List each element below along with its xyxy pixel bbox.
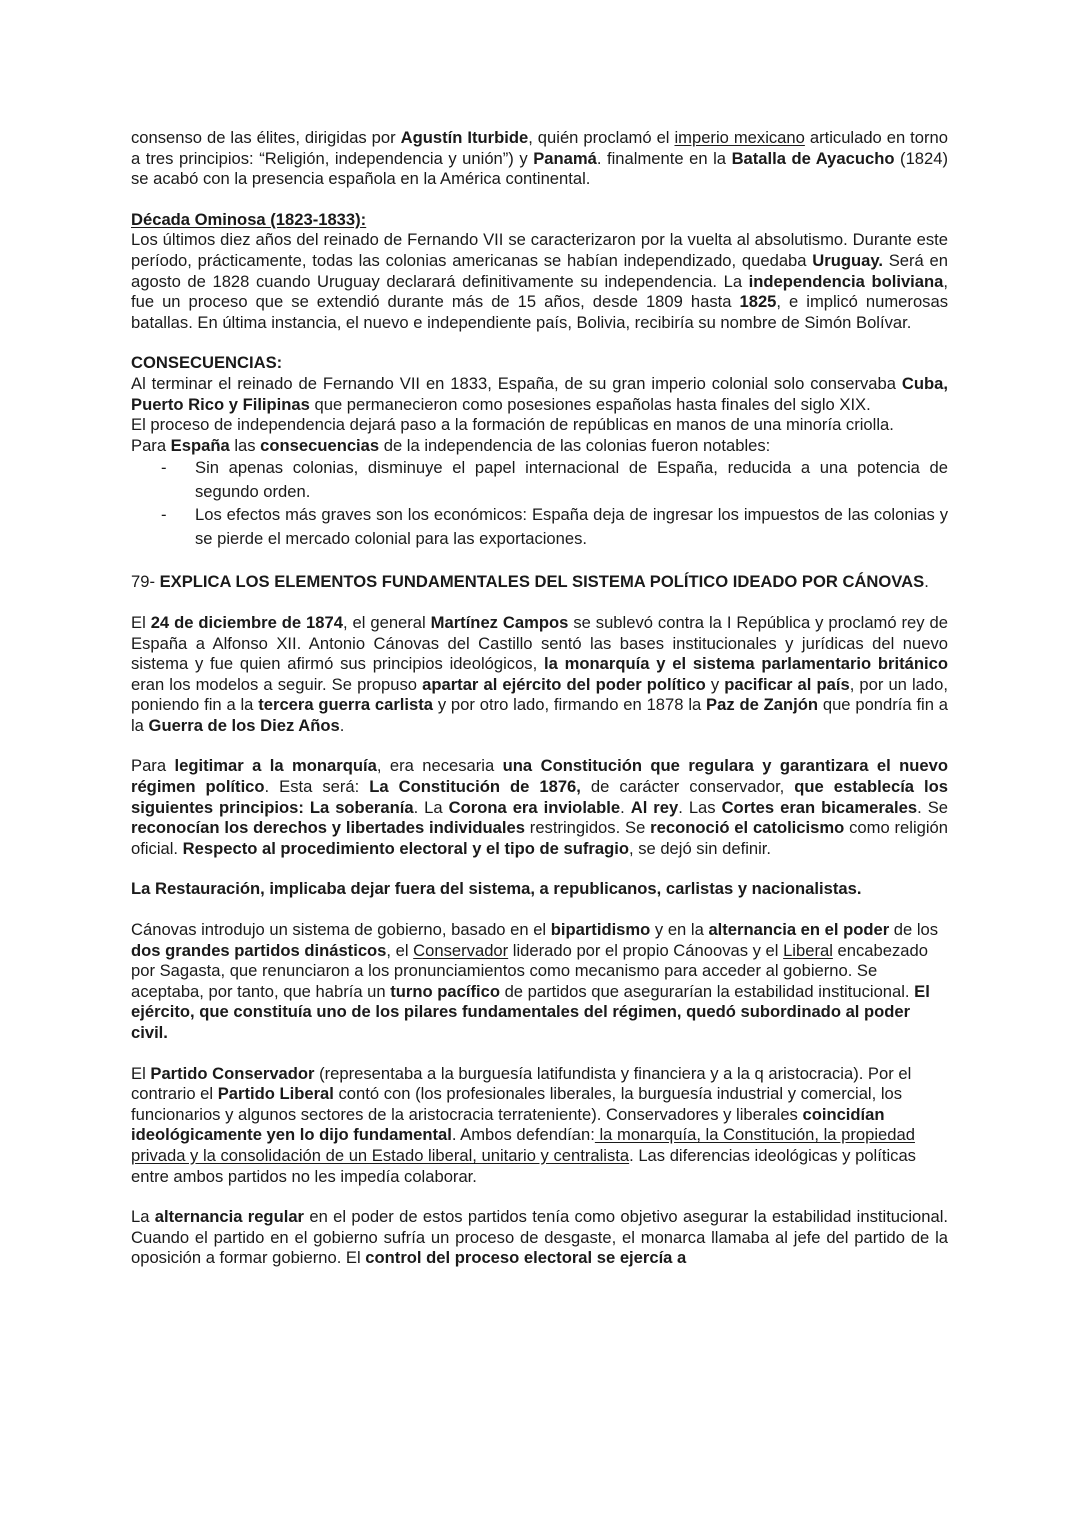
bold-text: alternancia regular <box>154 1207 305 1227</box>
underlined-text: Conservador <box>413 940 509 960</box>
paragraph-independence-end <box>131 128 948 190</box>
bold-text: Respecto al procedimiento electoral y el tipo de sufragio <box>182 838 629 858</box>
text-run: se sublevó contra la I República y proclamó rey de España a Alfonso XII. Antonio Cánovas del Castillo sentó las bases institucionales y jurídicas del nuevo sistema y fue quien afirmó sus principios ideológicos, <box>131 612 948 674</box>
text-run: , el general <box>342 612 431 632</box>
bold-text: control del proceso electoral se ejercía a <box>365 1248 687 1268</box>
bold-text: Uruguay. <box>812 250 883 270</box>
text-run: . Las <box>678 797 722 817</box>
text-run: que permanecieron como posesiones españolas hasta finales del siglo XIX. <box>309 394 871 414</box>
bold-text: independencia boliviana <box>748 271 944 291</box>
text-run: consenso de las élites, dirigidas por <box>131 128 401 147</box>
bold-text: España <box>170 435 230 455</box>
text-run: y <box>705 674 725 694</box>
paragraph-consecuencias-2 <box>131 415 948 436</box>
text-run: encabezado por Sagasta, que renunciaron a los pronunciamientos como mecanismo para acceder al gobierno. Se aceptaba, por tanto, que habría un <box>131 940 928 1001</box>
list-item: - Sin apenas colonias, disminuye el papel internacional de España, reducida a una potencia de segundo orden. <box>131 456 948 503</box>
text-run: Cánovas introdujo un sistema de gobierno, basado en el <box>131 920 551 940</box>
text-run: contó con (los profesionales liberales, la burguesía industrial y comercial, los funcionarios y algunos sectores de la aristocracia terrateniente). Conservadores y liberales <box>131 1084 903 1124</box>
paragraph-decada-ominosa <box>131 230 948 333</box>
bold-text: Cuba, Puerto Rico y Filipinas <box>131 373 948 414</box>
bold-text: Panamá <box>533 148 597 168</box>
text-run: . Ambos defendían: <box>451 1125 595 1145</box>
paragraph-partidos <box>131 1064 948 1188</box>
consecuencias-list <box>131 456 948 550</box>
bold-text: turno pacífico <box>390 981 500 1001</box>
text-run: El <box>131 612 151 632</box>
paragraph-constitucion-1876 <box>131 756 948 859</box>
underlined-text: Liberal <box>783 940 833 960</box>
text-run: . <box>924 572 929 592</box>
text-run: de la independencia de las colonias fueron notables: <box>379 435 771 455</box>
list-item: - Los efectos más graves son los económicos: España deja de ingresar los impuestos de las colonias y se pierde el mercado colonial para las exportaciones. <box>131 503 948 550</box>
text-run: de los <box>889 920 939 940</box>
bold-text: La Constitución de 1876, <box>369 777 581 797</box>
underlined-text: la monarquía, la Constitución, la propiedad privada y la consolidación de un Estado liberal, unitario y centralista <box>131 1125 915 1165</box>
text-run: El proceso de independencia dejará paso a la formación de repúblicas en manos de una minoría criolla. <box>131 415 894 435</box>
text-run: Para <box>131 435 171 455</box>
bold-text: 24 de diciembre de 1874 <box>150 612 343 632</box>
bold-text: La Restauración, implicaba dejar fuera del sistema, a republicanos, carlistas y nacionalistas. <box>131 879 862 899</box>
text-run: las <box>229 435 261 455</box>
bold-text: apartar al ejército del poder político <box>422 674 706 694</box>
text-run: , por un lado, poniendo fin a la <box>131 674 948 715</box>
text-run: restringidos. Se <box>524 818 651 838</box>
text-run: . Se <box>917 797 948 817</box>
bold-text: Agustín Iturbide <box>400 128 529 147</box>
text-run: , e implicó numerosas batallas. En última instancia, el nuevo e independiente país, Bolivia, recibiría su nombre de Simón Bolívar. <box>131 292 948 332</box>
underlined-text: imperio mexicano <box>674 128 805 147</box>
bold-text: Guerra de los Diez Años <box>148 715 340 735</box>
text-run: Será en agosto de 1828 cuando Uruguay declarará definitivamente su independencia. La <box>131 250 949 291</box>
text-run: , fue un proceso que se extendió durante más de 15 años, desde 1809 hasta <box>131 271 949 312</box>
bold-text: EXPLICA LOS ELEMENTOS FUNDAMENTALES DEL SISTEMA POLÍTICO IDEADO POR CÁNOVAS <box>159 572 925 592</box>
text-run: y por otro lado, firmando en 1878 la <box>433 695 707 715</box>
bold-text: reconoció el catolicismo <box>650 818 845 838</box>
paragraph-bipartidismo <box>131 920 948 1044</box>
bold-text: la monarquía y el sistema parlamentario británico <box>544 654 948 674</box>
paragraph-alternancia <box>131 1207 948 1269</box>
bold-text: Cortes eran bicamerales <box>721 797 918 817</box>
bold-text: una Constitución que regulara y garantizara el nuevo régimen político <box>131 756 948 797</box>
text-run: Al terminar el reinado de Fernando VII en 1833, España, de su gran imperio colonial solo conservaba <box>131 373 902 393</box>
text-run: liderado por el propio Cánoovas y el <box>508 940 784 960</box>
text-run: como religión oficial. <box>131 818 949 858</box>
bold-text: Batalla de Ayacucho <box>731 148 895 168</box>
bold-text: Al rey <box>630 797 679 817</box>
paragraph-consecuencias-3 <box>131 436 948 457</box>
text-run: de carácter conservador, <box>580 777 795 797</box>
heading-consecuencias: CONSECUENCIAS: <box>131 353 283 373</box>
text-run: , el <box>386 940 414 960</box>
bold-text: que establecía los siguientes principios: La soberanía <box>131 777 949 817</box>
bold-text: consecuencias <box>260 435 380 455</box>
paragraph-consecuencias-1 <box>131 374 948 415</box>
bold-text: Corona era inviolable <box>448 797 621 817</box>
text-run: Los últimos diez años del reinado de Fernando VII se caracterizaron por la vuelta al absolutismo. Durante este período, prácticamente, todas las colonias americanas se habían independizado, quedaba <box>131 230 948 270</box>
text-run: (representaba a la burguesía latifundista y financiera y a la q aristocracia). Por el contrario el <box>131 1063 912 1104</box>
text-run: . <box>620 797 631 817</box>
paragraph-canovas-intro <box>131 613 948 737</box>
text-run: de partidos que asegurarían la estabilidad institucional. <box>499 981 915 1001</box>
bold-text: dos grandes partidos dinásticos <box>131 940 387 960</box>
bold-text: Martínez Campos <box>430 612 569 632</box>
text-run: en el poder de estos partidos tenía como objetivo asegurar la estabilidad institucional. Cuando el partido en el gobierno sufría un proceso de desgaste, el monarca llamaba al jefe del partido de la oposición a formar gobierno. El <box>131 1207 948 1268</box>
bold-text: El ejército, que constituía uno de los pilares fundamentales del régimen, quedó subordinado al poder civil. <box>131 981 930 1042</box>
text-run: La <box>131 1207 155 1227</box>
text-run: articulado en torno a tres principios: “Religión, independencia y unión”) y <box>131 128 949 168</box>
text-run: (1824) se acabó con la presencia española en la América continental. <box>131 148 949 189</box>
text-run: que pondría fin a la <box>131 695 949 735</box>
text-run: , se dejó sin definir. <box>628 838 772 858</box>
text-run: eran los modelos a seguir. Se propuso <box>131 674 423 694</box>
bold-text: legitimar a la monarquía <box>174 756 377 776</box>
text-run: Para <box>131 756 175 776</box>
text-run: El <box>131 1063 151 1083</box>
text-run: . <box>339 715 345 735</box>
bold-text: pacificar al país <box>724 674 850 694</box>
bold-text: Partido Liberal <box>217 1084 334 1104</box>
text-run: . Esta será: <box>264 777 370 797</box>
text-run: . Las diferencias ideológicas y políticas entre ambos partidos no les impedía colaborar. <box>131 1145 916 1186</box>
text-run: y en la <box>650 920 709 940</box>
bold-text: tercera guerra carlista <box>258 695 433 715</box>
paragraph-restauracion <box>131 879 948 900</box>
text-run: . finalmente en la <box>596 148 732 168</box>
text-run: 79- <box>131 572 160 592</box>
bold-text: coincidían ideológicamente yen lo dijo fundamental <box>131 1104 885 1145</box>
question-79-title <box>131 572 948 593</box>
bold-text: Partido Conservador <box>150 1063 315 1083</box>
heading-decada-ominosa: Década Ominosa (1823-1833): <box>131 209 367 229</box>
text-run: , quién proclamó el <box>528 128 675 147</box>
bold-text: 1825 <box>739 292 777 312</box>
text-run: , era necesaria <box>376 756 503 776</box>
bold-text: alternancia en el poder <box>708 920 890 940</box>
bold-text: reconocían los derechos y libertades individuales <box>131 818 525 838</box>
bold-text: bipartidismo <box>550 920 651 940</box>
bold-text: Paz de Zanjón <box>706 695 819 715</box>
text-run: . La <box>413 797 449 817</box>
